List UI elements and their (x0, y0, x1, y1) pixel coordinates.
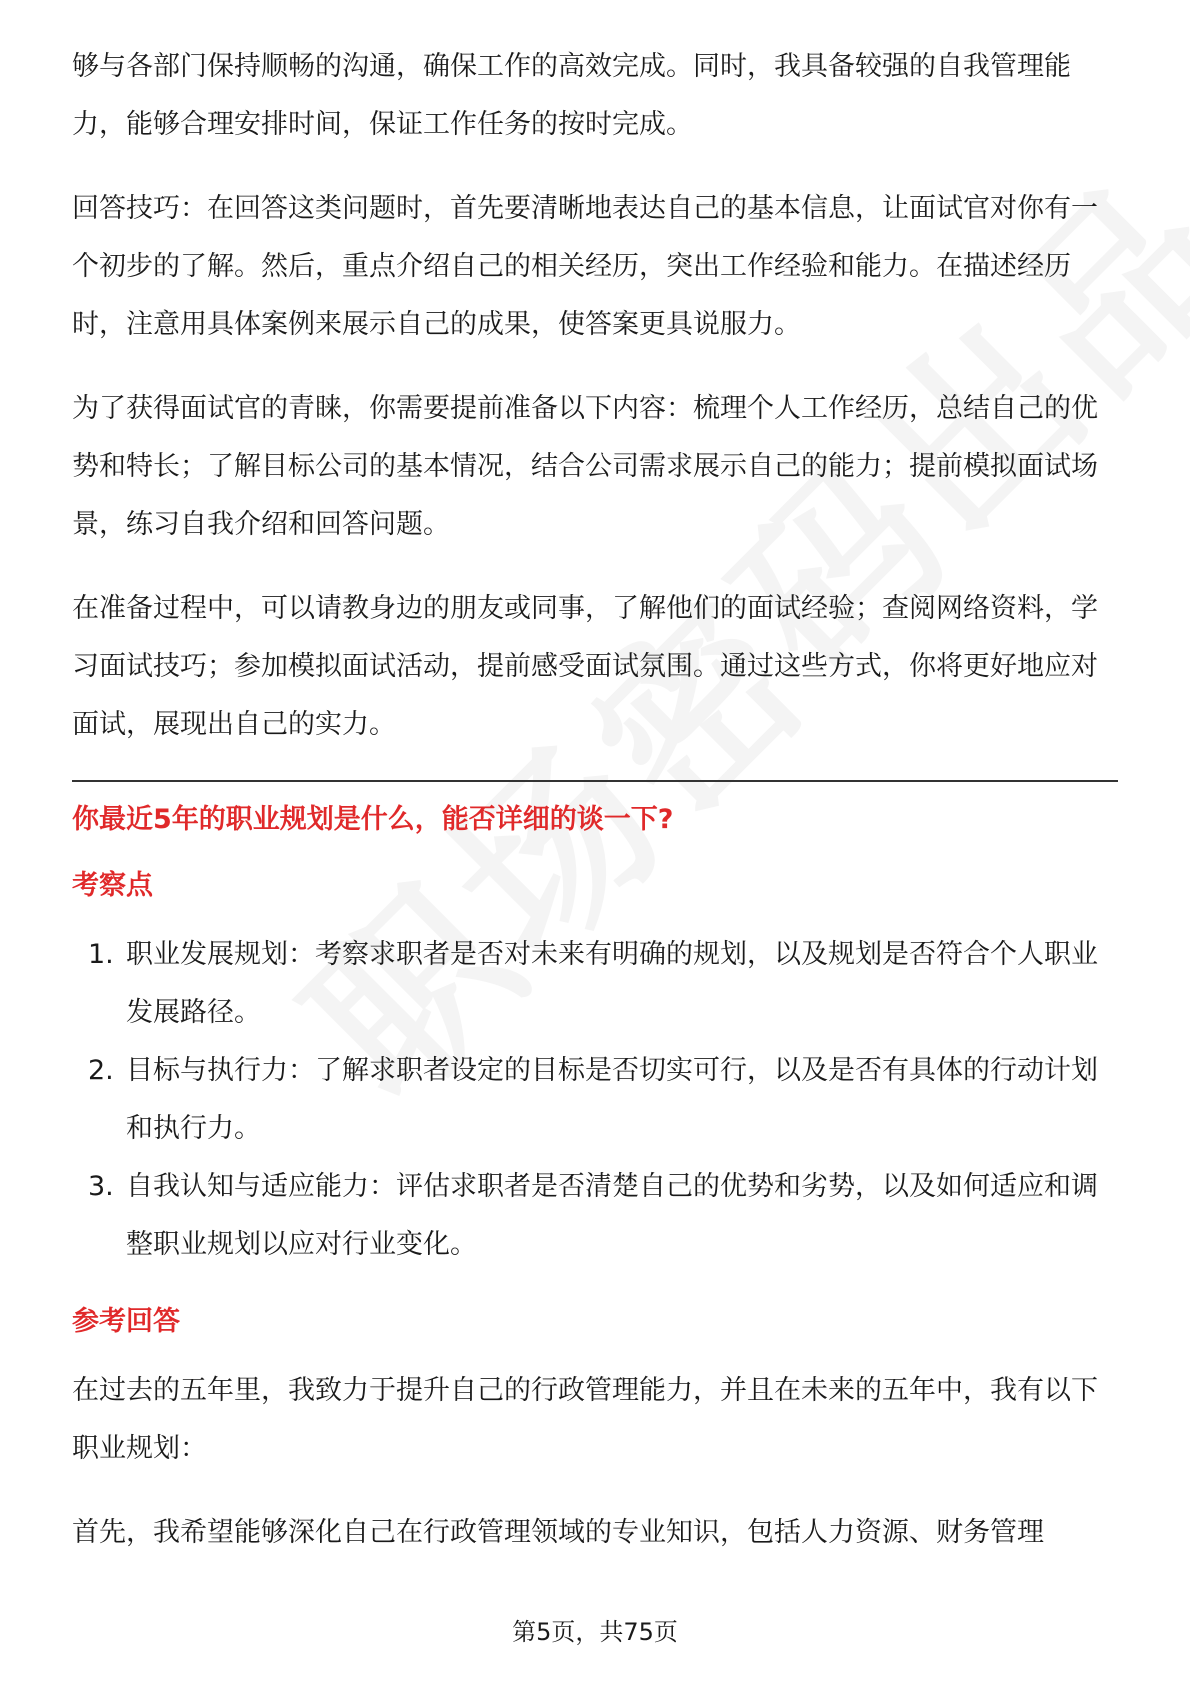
answer-heading: 参考回答 (72, 1306, 180, 1337)
list-number: 1. (88, 939, 114, 970)
list-item (72, 1042, 1118, 1158)
paragraph: 在准备过程中，可以请教身边的朋友或同事，了解他们的面试经验；查阅网络资料，学习面试技巧；参加模拟面试活动，提前感受面试氛围。通过这些方式，你将更好地应对面试，展现出自己的实力。 (72, 593, 1098, 740)
list-text: 自我认知与适应能力：评估求职者是否清楚自己的优势和劣势，以及如何适应和调整职业规划以应对行业变化。 (126, 1171, 1098, 1260)
list-text: 目标与执行力：了解求职者设定的目标是否切实可行，以及是否有具体的行动计划和执行力。 (126, 1055, 1098, 1144)
list-number: 2. (88, 1055, 114, 1086)
question-title: 你最近5年的职业规划是什么，能否详细的谈一下? (72, 804, 674, 835)
page-footer: 第5页，共75页 (512, 1618, 678, 1646)
list-item (72, 926, 1118, 1042)
paragraph: 够与各部门保持顺畅的沟通，确保工作的高效完成。同时，我具备较强的自我管理能力，能够合理安排时间，保证工作任务的按时完成。 (72, 51, 1071, 140)
document-page (72, 38, 1118, 1588)
paragraph: 在过去的五年里，我致力于提升自己的行政管理能力，并且在未来的五年中，我有以下职业规划： (72, 1375, 1098, 1464)
paragraph: 为了获得面试官的青睐，你需要提前准备以下内容：梳理个人工作经历，总结自己的优势和特长；了解目标公司的基本情况，结合公司需求展示自己的能力；提前模拟面试场景，练习自我介绍和回答问题。 (72, 393, 1098, 540)
section-divider (72, 780, 1118, 782)
paragraph: 首先，我希望能够深化自己在行政管理领域的专业知识，包括人力资源、财务管理 (72, 1517, 1044, 1548)
paragraph: 回答技巧：在回答这类问题时，首先要清晰地表达自己的基本信息，让面试官对你有一个初步的了解。然后，重点介绍自己的相关经历，突出工作经验和能力。在描述经历时，注意用具体案例来展示自己的成果，使答案更具说服力。 (72, 193, 1098, 340)
list-text: 职业发展规划：考察求职者是否对未来有明确的规划，以及规划是否符合个人职业发展路径。 (126, 939, 1098, 1028)
examine-list (72, 926, 1118, 1274)
examine-heading: 考察点 (72, 870, 153, 901)
list-item (72, 1158, 1118, 1274)
list-number: 3. (88, 1171, 114, 1202)
